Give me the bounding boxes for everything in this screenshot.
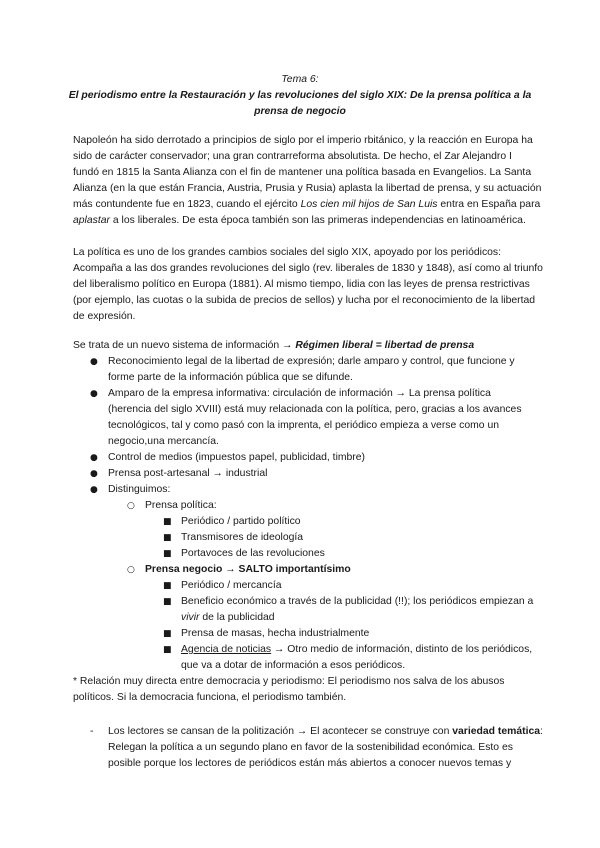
list-item: Control de medios (impuestos papel, publicidad, timbre): [108, 452, 366, 463]
dash-marker: -: [90, 726, 94, 737]
list-item-cont: forme parte de la información pública que se difunde.: [108, 372, 353, 383]
circle-marker: ○: [127, 501, 135, 511]
title-line-1: Tema 6:: [281, 74, 319, 85]
sublist-item: Agencia de noticias → Otro medio de información, distinto de los periódicos,: [181, 644, 533, 655]
title-line-2: El periodismo entre la Restauración y las revoluciones del siglo XIX: De la prensa política a la: [68, 90, 532, 101]
square-marker: ■: [163, 597, 172, 607]
bullet-marker: ●: [90, 469, 98, 479]
sublist-item: Portavoces de las revoluciones: [181, 548, 325, 559]
text-line: Acompaña a las dos grandes revoluciones del siglo (rev. liberales de 1830 y 1848), así como al triunfo: [73, 263, 543, 274]
text-line: de expresión.: [73, 311, 136, 322]
bold-term: variedad temática: [452, 726, 541, 737]
bullet-marker: ●: [90, 453, 98, 463]
intro-line: Se trata de un nuevo sistema de información → Régimen liberal = libertad de prensa: [73, 340, 475, 351]
sublist-item: Periódico / partido político: [181, 516, 301, 527]
square-marker: ■: [163, 549, 172, 559]
list-item: Amparo de la empresa informativa: circulación de información → La prensa política: [108, 388, 491, 399]
sublist-item: Transmisores de ideología: [181, 532, 304, 543]
list-item-cont: (herencia del siglo XVIII) está muy relacionada con la política, pero, gracias a los avances: [108, 404, 522, 415]
sublist-item-cont: vivir de la publicidad: [181, 612, 275, 623]
list-item-cont: tecnológicos, tal y como pasó con la imprenta, el periódico empieza a verse como un: [108, 420, 500, 431]
text-line: aplastar a los liberales. De esta época también son las primeras independencias en latinoamérica.: [73, 215, 526, 226]
square-marker: ■: [163, 517, 172, 527]
text-line: políticos. Si la democracia funciona, el periodismo también.: [73, 692, 347, 703]
sublist-heading: Prensa negocio → SALTO importantísimo: [145, 564, 351, 575]
text-line: (por ejemplo, las cuotas o la subida de precios de sellos) y lucha por el reconocimiento de la libertad: [73, 295, 536, 306]
square-marker: ■: [163, 581, 172, 591]
text-line: La política es uno de los grandes cambios sociales del siglo XIX, apoyado por los periódicos:: [73, 247, 501, 258]
square-marker: ■: [163, 533, 172, 543]
sublist-item-cont: que va a dotar de información a esos periódicos.: [181, 660, 406, 671]
square-marker: ■: [163, 629, 172, 639]
bullet-marker: ●: [90, 389, 98, 399]
text-line: fundó en 1815 la Santa Alianza con el fin de mantener una política basada en Evangelios. La Santa: [73, 167, 532, 178]
list-item-cont: negocio,una mercancía.: [108, 436, 219, 447]
list-item: Reconocimiento legal de la libertad de expresión; darle amparo y control, que funcione y: [108, 356, 515, 367]
title-line-3: prensa de negocio: [254, 106, 346, 117]
text-line: Napoleón ha sido derrotado a principios de siglo por el imperio rbitánico, y la reacción en Europa ha: [73, 135, 533, 146]
sublist-item: Beneficio económico a través de la publicidad (!!); los periódicos empiezan a: [181, 596, 534, 607]
bullet-marker: ●: [90, 357, 98, 367]
list-item: Prensa post-artesanal → industrial: [108, 468, 268, 479]
text-line: Los lectores se cansan de la politización → El acontecer se construye con variedad temática:: [108, 726, 543, 737]
text-line: Alianza (en la que están Francia, Austria, Prusia y Rusia) aplasta la libertad de prensa, y su actuación: [73, 183, 542, 194]
italic-phrase: Los cien mil hijos de San Luis: [300, 199, 438, 210]
bullet-marker: ●: [90, 485, 98, 495]
sublist-item: Prensa de masas, hecha industrialmente: [181, 628, 370, 639]
italic-word: aplastar: [73, 215, 110, 226]
text-line: del liberalismo político en Europa (1881). Al mismo tiempo, lidia con las leyes de prensa restrictivas: [73, 279, 530, 290]
text-line: sido de carácter conservador; una gran contrarreforma absolutista. De hecho, el Zar Alejandro I: [73, 151, 512, 162]
text-line: más contundente fue en 1823, cuando el ejército Los cien mil hijos de San Luis entra en España para: [73, 199, 541, 210]
underlined-term: Agencia de noticias: [181, 644, 272, 655]
text-line: Relegan la política a un segundo plano en favor de la sostenibilidad económica. Esto es: [108, 742, 513, 753]
text-line: posible porque los lectores de periódicos están más abiertos a conocer nuevos temas y: [108, 758, 512, 769]
list-item: Distinguimos:: [108, 484, 171, 495]
square-marker: ■: [163, 645, 172, 655]
circle-marker: ○: [127, 565, 135, 575]
emphasis: Régimen liberal = libertad de prensa: [295, 340, 475, 351]
sublist-heading: Prensa política:: [145, 500, 217, 511]
sublist-item: Periódico / mercancía: [181, 580, 282, 591]
text-line: * Relación muy directa entre democracia y periodismo: El periodismo nos salva de los abusos: [73, 676, 505, 687]
